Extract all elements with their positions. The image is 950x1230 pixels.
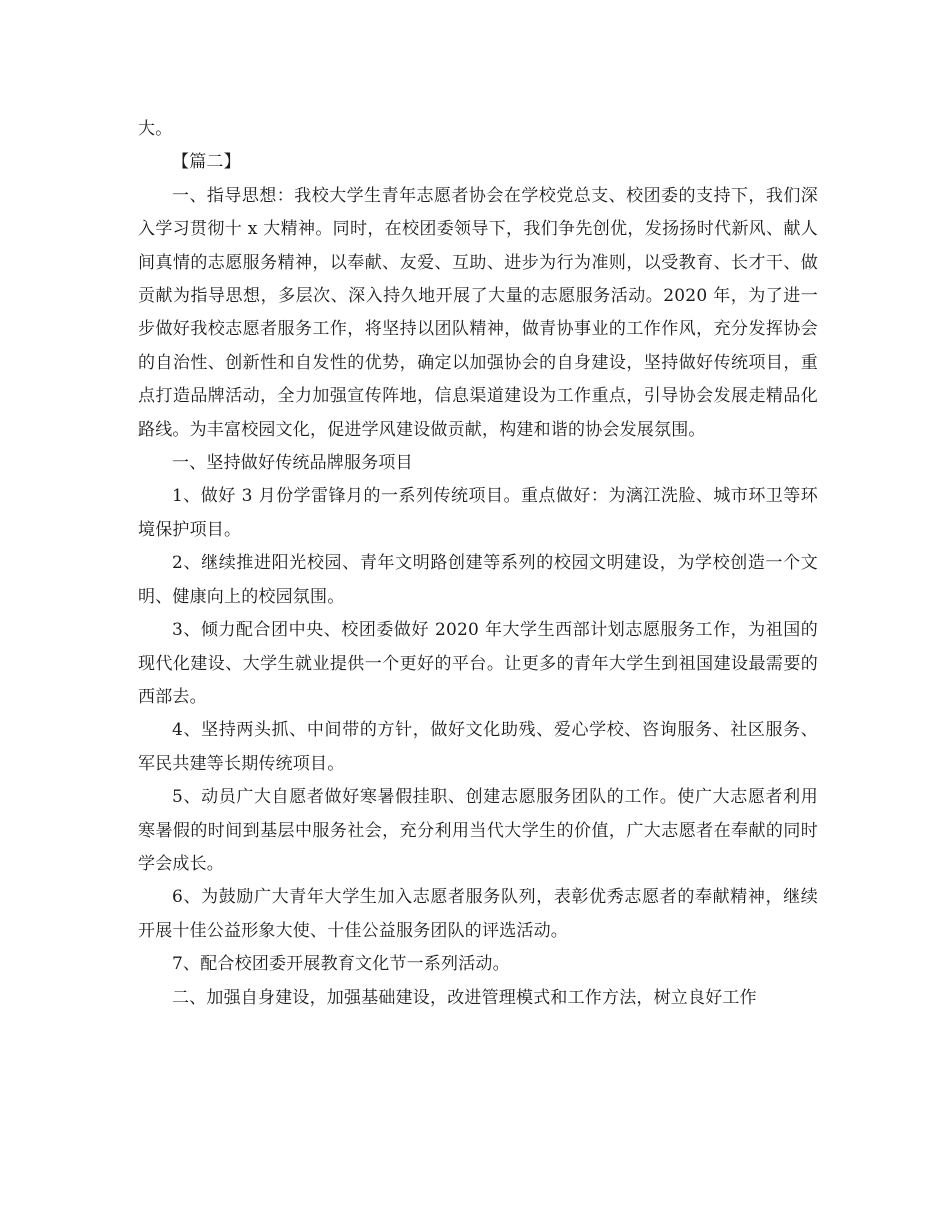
document-body [138, 113, 818, 1015]
list-item-3: 3、倾力配合团中央、校团委做好 2020 年大学生西部计划志愿服务工作，为祖国的现代化建设、大学生就业提供一个更好的平台。让更多的青年大学生到祖国建设最需要的西部去。 [138, 620, 818, 707]
heading-self-construction: 二、加强自身建设，加强基础建设，改进管理模式和工作方法，树立良好工作 [172, 987, 757, 1008]
paragraph-continuation: 大。 [138, 119, 173, 139]
list-item-2: 2、继续推进阳光校园、青年文明路创建等系列的校园文明建设，为学校创造一个文明、健康向上的校园氛围。 [138, 553, 818, 607]
list-item-6: 6、为鼓励广大青年大学生加入志愿者服务队列，表彰优秀志愿者的奉献精神，继续开展十佳公益形象大使、十佳公益服务团队的评选活动。 [138, 887, 818, 941]
section-heading-part-two: 【篇二】 [172, 152, 241, 173]
list-item-7: 7、配合校团委开展教育文化节一系列活动。 [172, 954, 510, 975]
heading-traditional-projects: 一、坚持做好传统品牌服务项目 [172, 453, 413, 474]
paragraph-guiding-ideology: 一、指导思想：我校大学生青年志愿者协会在学校党总支、校团委的支持下，我们深入学习贯彻十 x 大精神。同时，在校团委领导下，我们争先创优，发扬扬时代新风、献人间真情的志愿服务精神，以奉献、友爱、互助、进步为行为准则，以受教育、长才干、做贡献为指导思想，多层次、深入持久地开展了大量的志愿服务活动。2020 年，为了进一步做好我校志愿者服务工作，将坚持以团队精神，做青协事业的工作作风，充分发挥协会的自治性、创新性和自发性的优势，确定以加强协会的自身建设，坚持做好传统项目，重点打造品牌活动，全力加强宣传阵地，信息渠道建设为工作重点，引导协会发展走精品化路线。为丰富校园文化，促进学风建设做贡献，构建和谐的协会发展氛围。 [138, 185, 818, 440]
list-item-1: 1、做好 3 月份学雷锋月的一系列传统项目。重点做好：为漓江洗脸、城市环卫等环境保护项目。 [138, 486, 818, 540]
list-item-4: 4、坚持两头抓、中间带的方针，做好文化助残、爱心学校、咨询服务、社区服务、军民共建等长期传统项目。 [138, 720, 818, 774]
list-item-5: 5、动员广大自愿者做好寒暑假挂职、创建志愿服务团队的工作。使广大志愿者利用寒暑假的时间到基层中服务社会，充分利用当代大学生的价值，广大志愿者在奉献的同时学会成长。 [138, 787, 818, 874]
